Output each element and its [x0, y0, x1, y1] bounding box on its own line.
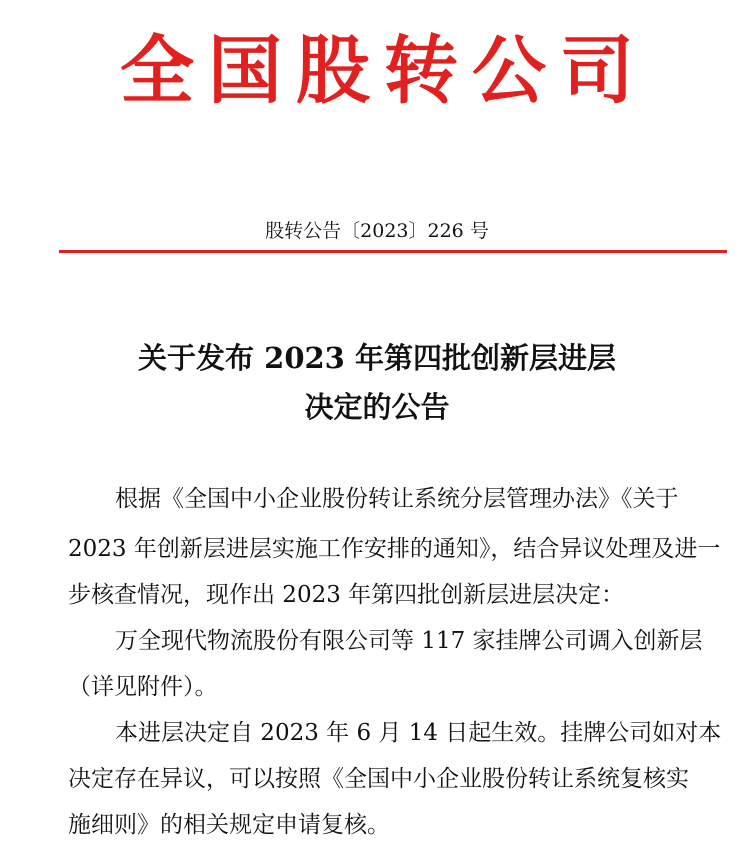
paragraph-3-line-3: 施细则》的相关规定申请复核。	[68, 812, 390, 838]
paragraph-3-line-1: 本进层决定自 2023 年 6 月 14 日起生效。挂牌公司如对本	[115, 720, 722, 746]
paragraph-2-line-2: （详见附件）。	[68, 674, 218, 700]
red-divider	[59, 250, 727, 253]
masthead-title: 全国股转公司	[120, 28, 648, 114]
announcement-title-line-1: 关于发布 2023 年第四批创新层进层	[138, 341, 616, 375]
announcement-title-line-2: 决定的公告	[304, 390, 450, 424]
document-number: 股转公告〔2023〕226 号	[265, 220, 489, 242]
paragraph-1-line-3: 步核查情况，现作出 2023 年第四批创新层进层决定：	[68, 582, 625, 608]
paragraph-1-line-1: 根据《全国中小企业股份转让系统分层管理办法》《关于	[115, 486, 679, 512]
paragraph-3-line-2: 决定存在异议，可以按照《全国中小企业股份转让系统复核实	[68, 766, 689, 792]
paragraph-2-line-1: 万全现代物流股份有限公司等 117 家挂牌公司调入创新层	[115, 628, 703, 654]
paragraph-1-line-2: 2023 年创新层进层实施工作安排的通知》，结合异议处理及进一	[68, 536, 721, 562]
